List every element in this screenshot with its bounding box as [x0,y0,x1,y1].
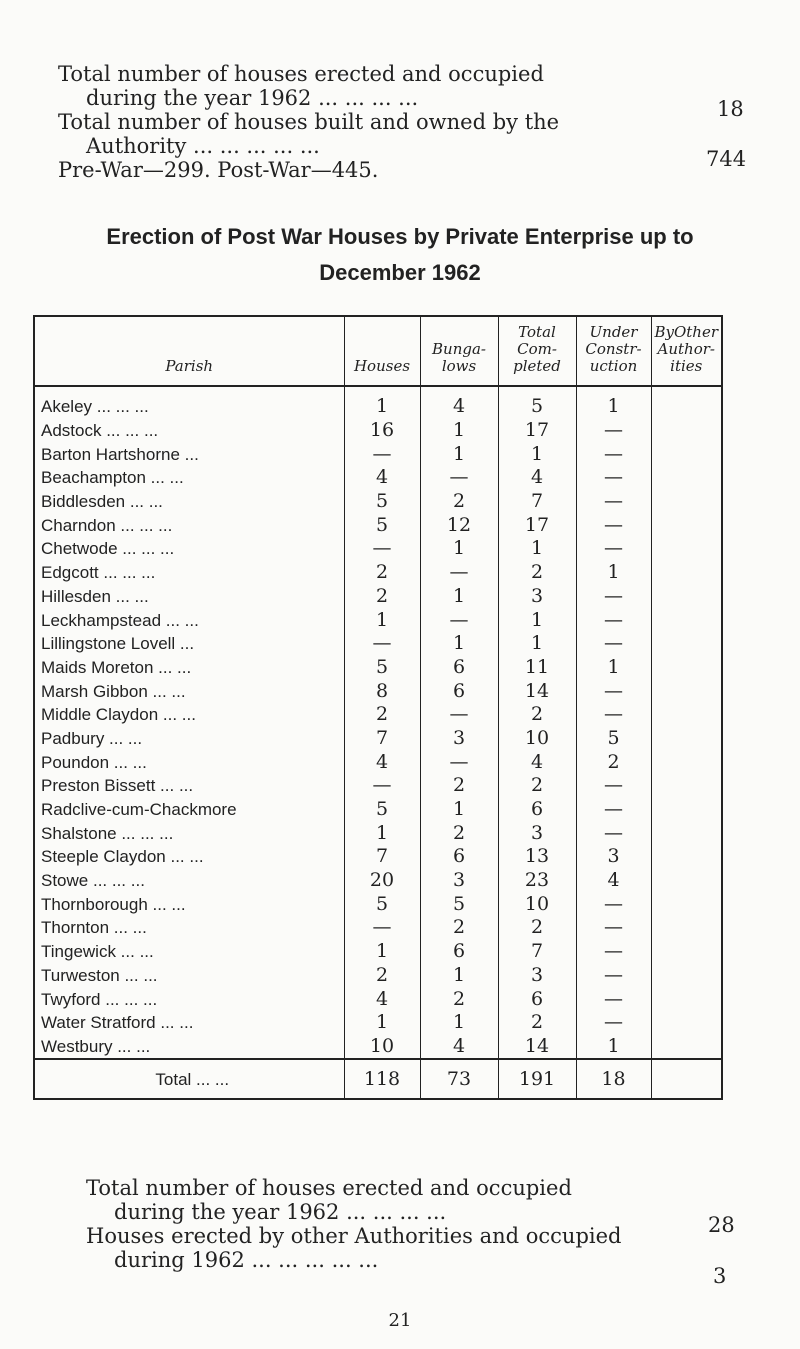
parish-name: Akeley ... ... ... [41,397,149,417]
houses-count: 2 [344,703,420,727]
other-authorities [651,513,722,537]
total-completed: 14 [498,679,576,703]
table-row [34,1035,722,1060]
total-completed: 3 [498,964,576,988]
other-authorities [651,561,722,585]
total-completed: 13 [498,845,576,869]
outro-line-4: during 1962 ... ... ... ... ... [114,1248,379,1272]
other-authorities [651,1035,722,1060]
bungalows-count: 2 [420,987,498,1011]
table-row [34,940,722,964]
houses-count: 1 [344,940,420,964]
parish-name: Turweston ... ... [41,965,158,985]
under-construction: — [576,987,651,1011]
total-under-construction: 18 [576,1059,651,1099]
table-row [34,987,722,1011]
under-construction: — [576,798,651,822]
table-row [34,537,722,561]
bungalows-count: 1 [420,419,498,443]
bungalows-count: — [420,608,498,632]
houses-table [33,315,723,1100]
header-under-construction: Under Constr-uction [576,316,651,386]
total-completed: 17 [498,513,576,537]
other-authorities [651,987,722,1011]
under-construction: — [576,537,651,561]
table-row [34,774,722,798]
under-construction: — [576,442,651,466]
houses-count: 1 [344,1011,420,1035]
total-completed: 23 [498,869,576,893]
bungalows-count: 6 [420,656,498,680]
bungalows-count: 1 [420,537,498,561]
other-authorities [651,608,722,632]
table-row [34,442,722,466]
table-row [34,513,722,537]
total-completed: 2 [498,1011,576,1035]
under-construction: 2 [576,750,651,774]
under-construction: — [576,679,651,703]
houses-count: 5 [344,798,420,822]
houses-count: 7 [344,845,420,869]
bungalows-count: 2 [420,821,498,845]
section-heading-line-1: Erection of Post War Houses by Private Enterprise up to [106,224,694,249]
other-authorities [651,750,722,774]
parish-name: Tingewick ... ... [41,942,154,962]
total-completed: 7 [498,940,576,964]
parish-name: Steeple Claydon ... ... [41,847,204,867]
parish-name: Chetwode ... ... ... [41,539,175,559]
intro-line-1: Total number of houses erected and occupied [58,62,544,86]
table-row [34,386,722,419]
table-row [34,585,722,609]
intro-line-3: Total number of houses built and owned by the [58,110,560,134]
under-construction: 1 [576,561,651,585]
parish-name: Maids Moreton ... ... [41,657,192,677]
houses-count: 4 [344,750,420,774]
parish-name: Barton Hartshorne ... [41,444,199,464]
houses-count: — [344,632,420,656]
under-construction: — [576,513,651,537]
total-completed: 7 [498,490,576,514]
parish-name: Thornton ... ... [41,918,147,938]
table-row [34,869,722,893]
houses-count: 7 [344,727,420,751]
total-completed: 2 [498,561,576,585]
other-authorities [651,656,722,680]
under-construction: — [576,632,651,656]
other-authorities [651,703,722,727]
houses-count: 4 [344,466,420,490]
table-row [34,703,722,727]
header-parish: Parish [34,316,344,386]
bungalows-count: 1 [420,632,498,656]
bungalows-count: 3 [420,727,498,751]
bungalows-count: — [420,561,498,585]
bungalows-count: 4 [420,386,498,419]
bungalows-count: 4 [420,1035,498,1060]
under-construction: — [576,916,651,940]
houses-count: 5 [344,892,420,916]
houses-count: 2 [344,585,420,609]
bungalows-count: 6 [420,940,498,964]
under-construction: — [576,703,651,727]
under-construction: — [576,964,651,988]
bungalows-count: 1 [420,798,498,822]
table-header-row [34,316,722,386]
under-construction: — [576,774,651,798]
under-construction: — [576,419,651,443]
outro-value-other-authorities: 3 [713,1264,727,1288]
header-total-completed: Total Com-pleted [498,316,576,386]
total-houses: 118 [344,1059,420,1099]
other-authorities [651,798,722,822]
other-authorities [651,537,722,561]
bungalows-count: 6 [420,845,498,869]
table-row [34,845,722,869]
other-authorities [651,916,722,940]
other-authorities [651,869,722,893]
total-bungalows: 73 [420,1059,498,1099]
parish-name: Shalstone ... ... ... [41,823,174,843]
other-authorities [651,419,722,443]
table-row [34,490,722,514]
total-completed: 10 [498,727,576,751]
other-authorities [651,845,722,869]
total-completed: 10 [498,892,576,916]
parish-name: Middle Claydon ... ... [41,705,196,725]
under-construction: 1 [576,386,651,419]
table-row [34,892,722,916]
total-completed: 1 [498,442,576,466]
outro-line-2: during the year 1962 ... ... ... ... [114,1200,447,1224]
other-authorities [651,774,722,798]
table-row [34,419,722,443]
bungalows-count: 1 [420,442,498,466]
bungalows-count: 6 [420,679,498,703]
houses-count: 10 [344,1035,420,1060]
intro-line-5: Pre-War—299. Post-War—445. [58,158,379,182]
bungalows-count: 5 [420,892,498,916]
parish-name: Radclive-cum-Chackmore [41,800,237,820]
total-completed: 17 [498,419,576,443]
other-authorities [651,679,722,703]
bungalows-count: 1 [420,1011,498,1035]
houses-count: — [344,916,420,940]
other-authorities [651,585,722,609]
total-label: Total ... ... [34,1059,344,1099]
total-completed: 5 [498,386,576,419]
parish-name: Water Stratford ... ... [41,1013,194,1033]
houses-count: — [344,537,420,561]
under-construction: — [576,892,651,916]
total-completed: 4 [498,750,576,774]
parish-name: Poundon ... ... [41,752,147,772]
outro-value-houses-occupied: 28 [708,1213,735,1237]
parish-name: Biddlesden ... ... [41,492,163,512]
table-row [34,821,722,845]
total-completed: 4 [498,466,576,490]
houses-count: 2 [344,964,420,988]
intro-line-2: during the year 1962 ... ... ... ... [86,86,419,110]
under-construction: — [576,585,651,609]
under-construction: 5 [576,727,651,751]
other-authorities [651,490,722,514]
bungalows-count: 1 [420,964,498,988]
houses-count: 4 [344,987,420,1011]
table-body [34,386,722,1059]
total-completed: 3 [498,821,576,845]
table-row [34,608,722,632]
parish-name: Hillesden ... ... [41,586,149,606]
houses-count: 16 [344,419,420,443]
parish-name: Adstock ... ... ... [41,421,159,441]
table-row [34,964,722,988]
bungalows-count: — [420,466,498,490]
under-construction: — [576,608,651,632]
total-completed: 6 [498,987,576,1011]
under-construction: 4 [576,869,651,893]
table-row [34,466,722,490]
bungalows-count: 1 [420,585,498,609]
other-authorities [651,727,722,751]
outro-line-3: Houses erected by other Authorities and occupied [86,1224,622,1248]
under-construction: — [576,940,651,964]
other-authorities [651,892,722,916]
bungalows-count: 3 [420,869,498,893]
bungalows-count: — [420,703,498,727]
bungalows-count: 2 [420,774,498,798]
under-construction: — [576,821,651,845]
table-row [34,679,722,703]
bungalows-count: 2 [420,916,498,940]
other-authorities [651,964,722,988]
parish-name: Beachampton ... ... [41,468,184,488]
table-row [34,656,722,680]
other-authorities [651,442,722,466]
other-authorities [651,940,722,964]
parish-name: Preston Bissett ... ... [41,776,194,796]
table-row [34,632,722,656]
intro-line-4: Authority ... ... ... ... ... [86,134,320,158]
intro-value-houses-owned: 744 [706,147,747,171]
houses-count: 8 [344,679,420,703]
outro-line-1: Total number of houses erected and occupied [86,1176,572,1200]
parish-name: Charndon ... ... ... [41,515,173,535]
total-completed: 1 [498,608,576,632]
total-completed: 14 [498,1035,576,1060]
total-completed: 11 [498,656,576,680]
under-construction: 1 [576,656,651,680]
houses-count: 1 [344,821,420,845]
under-construction: 3 [576,845,651,869]
houses-count: 1 [344,386,420,419]
total-completed: 2 [498,703,576,727]
table-row [34,916,722,940]
parish-name: Edgcott ... ... ... [41,563,156,583]
houses-count: 1 [344,608,420,632]
parish-name: Stowe ... ... ... [41,871,145,891]
other-authorities [651,386,722,419]
total-completed: 2 [498,916,576,940]
other-authorities [651,821,722,845]
total-completed: 1 [498,537,576,561]
other-authorities [651,1011,722,1035]
houses-count: 5 [344,656,420,680]
page-number: 21 [388,1310,412,1331]
table-row [34,750,722,774]
total-completed: 1 [498,632,576,656]
parish-name: Westbury ... ... [41,1036,151,1056]
parish-name: Marsh Gibbon ... ... [41,681,186,701]
other-authorities [651,466,722,490]
total-completed: 6 [498,798,576,822]
houses-count: — [344,774,420,798]
table-row [34,727,722,751]
table-row [34,1011,722,1035]
parish-name: Twyford ... ... ... [41,989,158,1009]
parish-name: Lillingstone Lovell ... [41,634,195,654]
parish-name: Padbury ... ... [41,728,143,748]
houses-count: 2 [344,561,420,585]
table-total-row [34,1059,722,1099]
houses-count: 5 [344,490,420,514]
parish-name: Leckhampstead ... ... [41,610,199,630]
under-construction: 1 [576,1035,651,1060]
header-by-other-authorities: ByOther Author-ities [651,316,722,386]
houses-count: 5 [344,513,420,537]
total-other-authorities [651,1059,722,1099]
bungalows-count: 12 [420,513,498,537]
parish-name: Thornborough ... ... [41,894,186,914]
header-bungalows: Bunga-lows [420,316,498,386]
under-construction: — [576,490,651,514]
intro-value-houses-occupied: 18 [717,97,744,121]
under-construction: — [576,466,651,490]
table-row [34,798,722,822]
table-row [34,561,722,585]
houses-count: — [344,442,420,466]
bungalows-count: — [420,750,498,774]
total-completed: 2 [498,774,576,798]
under-construction: — [576,1011,651,1035]
houses-count: 20 [344,869,420,893]
header-houses: Houses [344,316,420,386]
other-authorities [651,632,722,656]
section-heading-line-2: December 1962 [319,260,481,285]
total-completed: 3 [498,585,576,609]
total-completed: 191 [498,1059,576,1099]
bungalows-count: 2 [420,490,498,514]
